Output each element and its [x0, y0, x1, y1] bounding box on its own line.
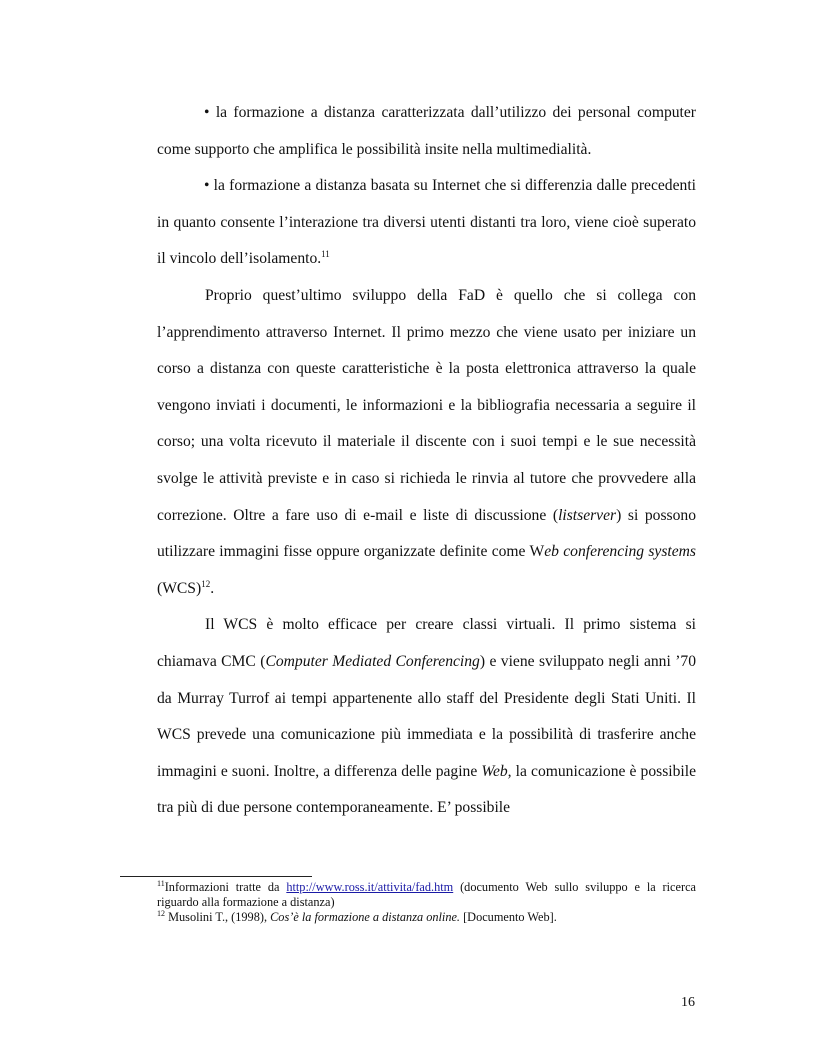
- bullet-text: la formazione a distanza caratterizzata dall’utilizzo dei personal computer come supporto che amplifica le possibilità insite nella multimedialità.: [157, 104, 696, 158]
- body-text: [157, 95, 696, 827]
- footnote-link[interactable]: http://www.ross.it/attivita/fad.htm: [286, 880, 454, 894]
- bullet-text: la formazione a distanza basata su Internet che si differenzia dalle precedenti in quanto consente l’interazione tra diversi utenti distanti tra loro, viene cioè superato il vincolo dell’isolamento.: [157, 177, 696, 268]
- page-number: 16: [681, 995, 695, 1010]
- footnote-12: $^{12}$ Musolini T., (1998), Cos’è la formazione a distanza online. [Documento Web].: [157, 908, 557, 924]
- footnote-separator: [120, 876, 312, 877]
- paragraph: Proprio quest’ultimo sviluppo della FaD è quello che si collega con l’apprendimento attraverso Internet. Il primo mezzo che viene usato per iniziare un corso a distanza con queste caratteristiche è la posta elettronica attraverso la quale vengono inviati i documenti, le informazioni e la bibliografia necessaria a seguire il corso; una volta ricevuto il materiale il discente con i suoi tempi e le sue necessità svolge le attività previste e in caso si richieda le rinvia al tutore che provvedere alla correzione. Oltre a fare uso di e-mail e liste di discussione (listserver) si possono utilizzare immagini fisse oppure organizzate definite come Web conferencing systems (WCS)$^{12}$.: [157, 286, 696, 597]
- footnote-ref-12[interactable]: 12: [201, 578, 211, 589]
- footnote-11: $^{11}$Informazioni tratte da http://www.ross.it/attivita/fad.htm (documento Web sullo sviluppo e la ricerca riguardo alla formazione a distanza): [157, 878, 696, 909]
- bullet-icon: •: [204, 104, 210, 121]
- footnote-ref-11[interactable]: 11: [321, 249, 330, 260]
- paragraph: Il WCS è molto efficace per creare classi virtuali. Il primo sistema si chiamava CMC (Computer Mediated Conferencing) e viene sviluppato negli anni ’70 da Murray Turrof ai tempi appartenente allo staff del Presidente degli Stati Uniti. Il WCS prevede una comunicazione più immediata e la possibilità di trasferire anche immagini e suoni. Inoltre, a differenza delle pagine Web, la comunicazione è possibile tra più di due persone contemporaneamente. E’ possibile: [157, 616, 697, 817]
- bullet-item: [157, 168, 696, 278]
- footnotes: [157, 880, 696, 924]
- bullet-item: [157, 95, 696, 168]
- bullet-icon: •: [204, 177, 210, 195]
